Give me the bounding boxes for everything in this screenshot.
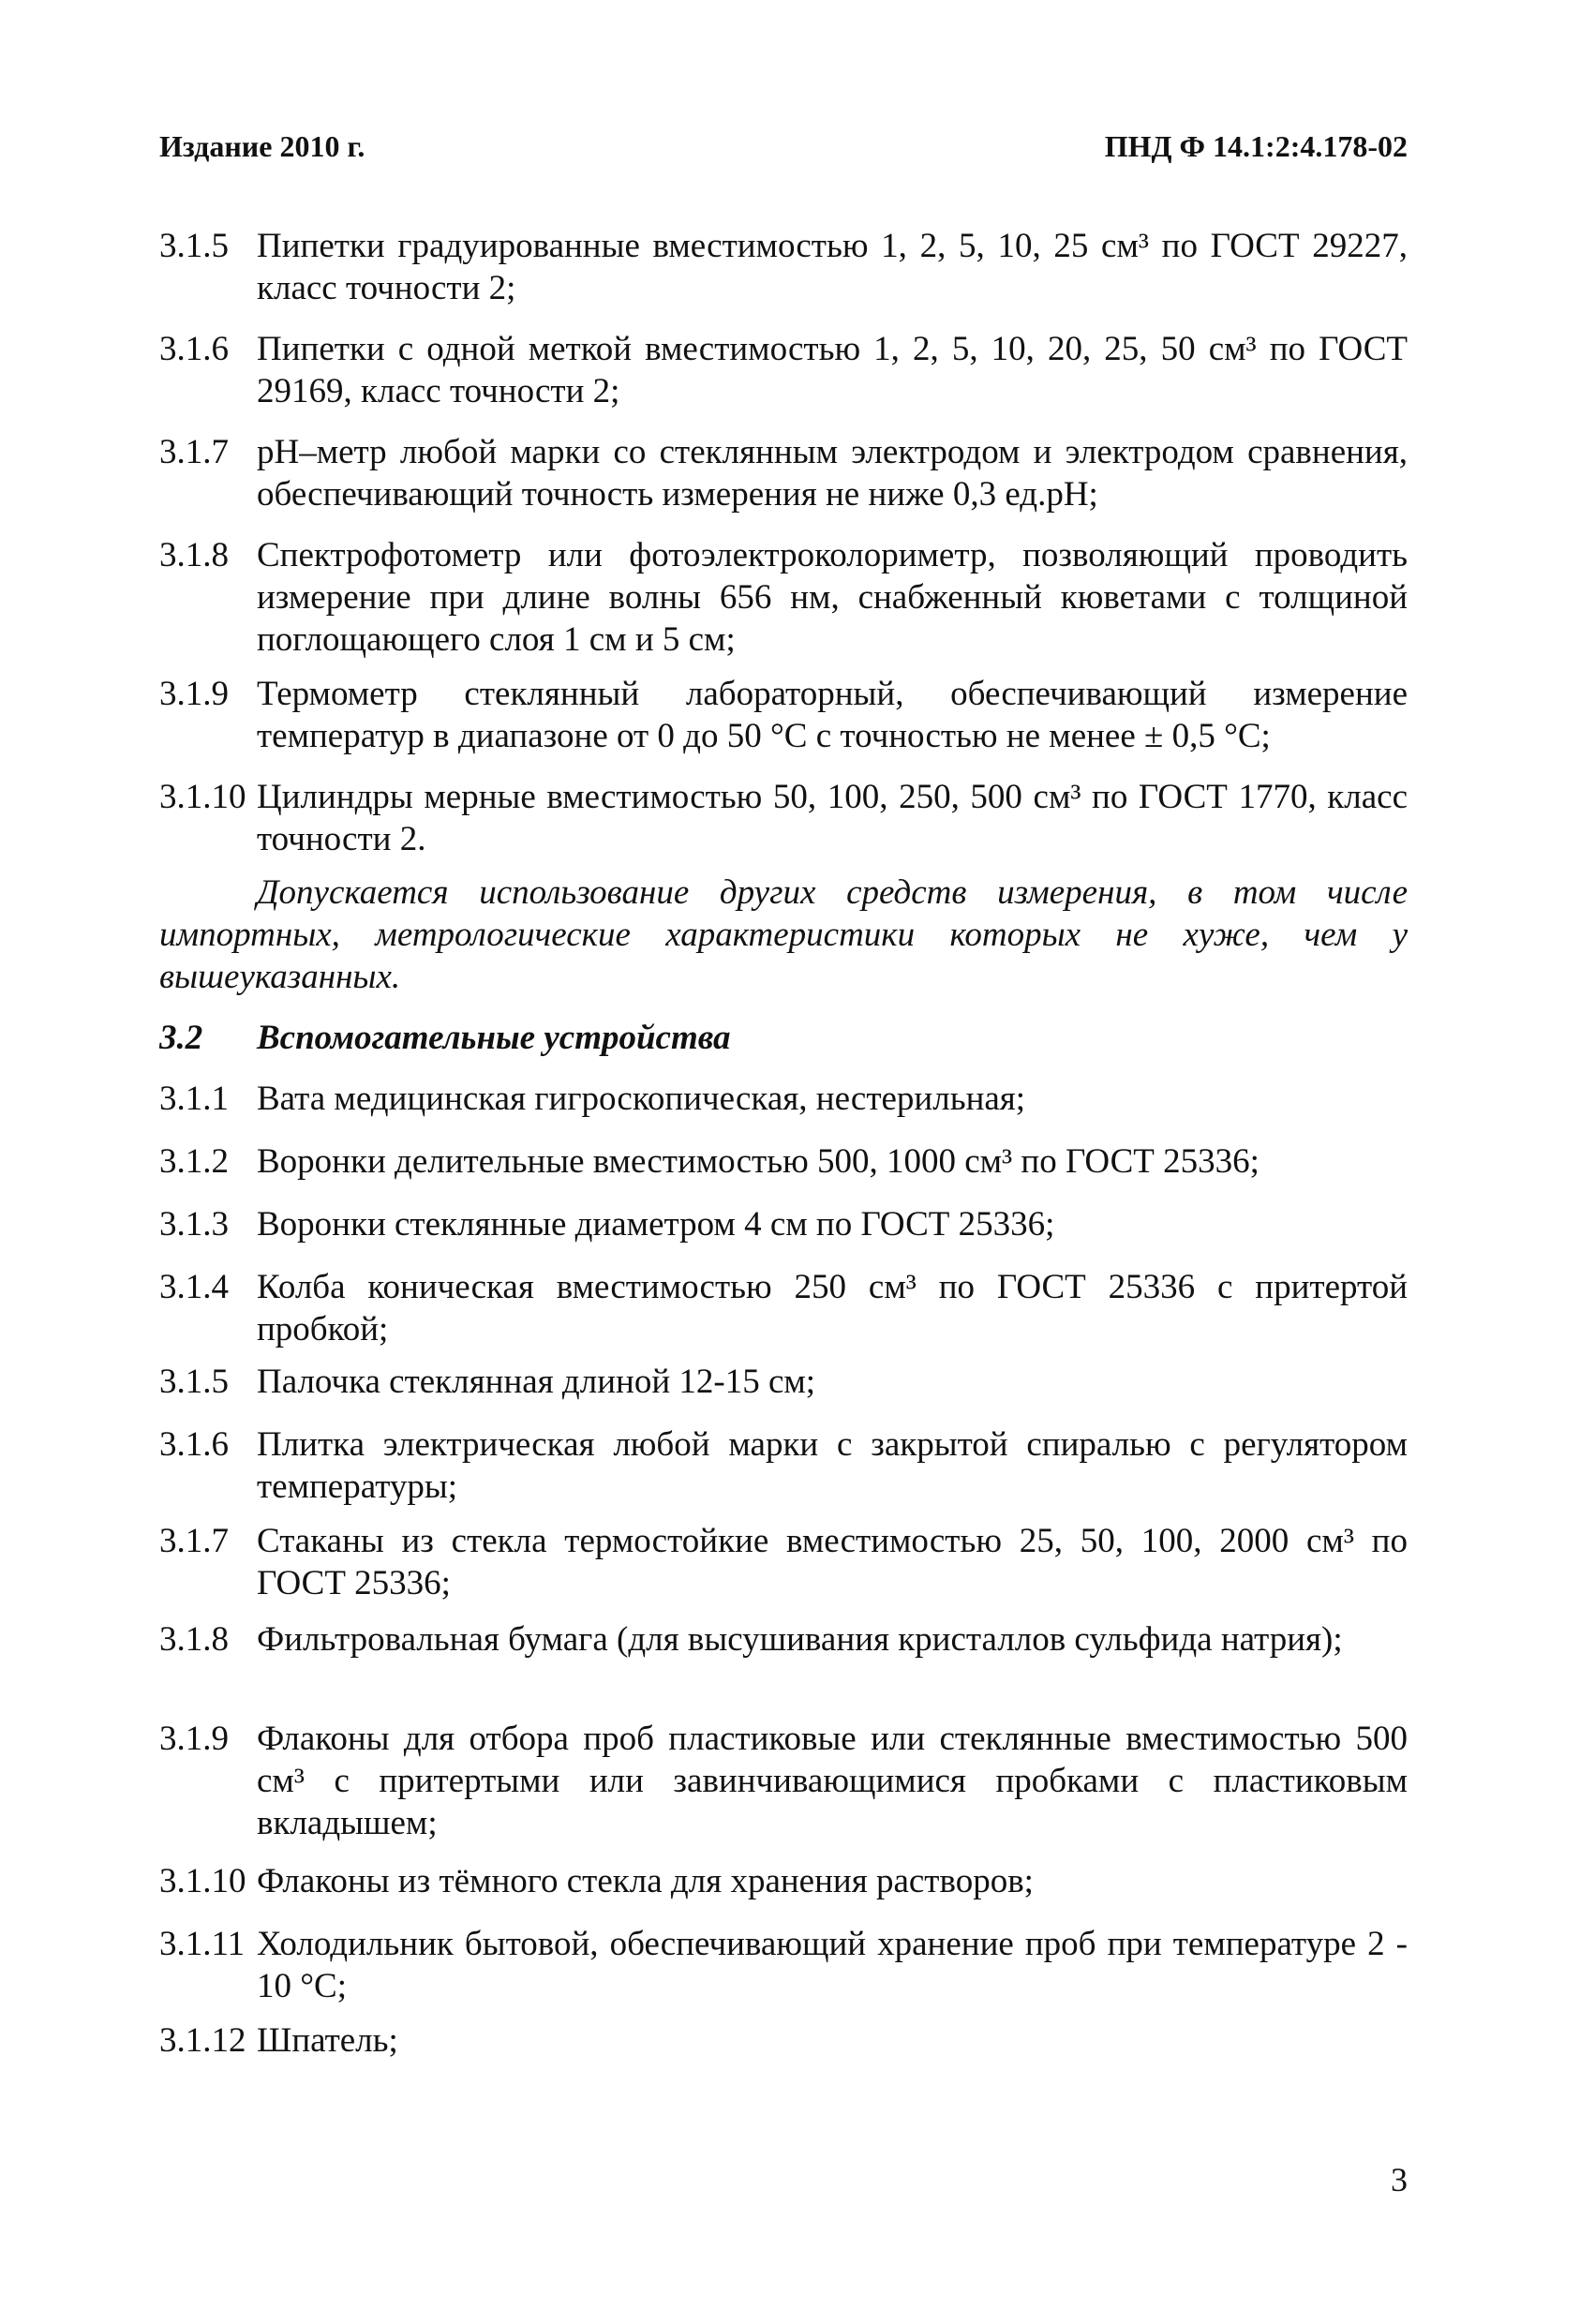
list-item	[159, 776, 1408, 860]
item-number: 3.1.9	[159, 675, 229, 713]
list-item	[159, 1140, 1408, 1183]
item-number: 3.1.8	[159, 536, 229, 574]
item-text: Флаконы из тёмного стекла для хранения растворов;	[257, 1862, 1034, 1900]
item-text: pH–метр любой марки со стеклянным электродом и электродом сравнения, обеспечивающий точность измерения не ниже 0,3 ед.pH;	[257, 433, 1408, 514]
item-text: Воронки стеклянные диаметром 4 см по ГОСТ 25336;	[257, 1205, 1055, 1244]
item-number: 3.1.3	[159, 1205, 229, 1244]
section-heading	[159, 1017, 1408, 1059]
item-text: Пипетки с одной меткой вместимостью 1, 2, 5, 10, 20, 25, 50 см³ по ГОСТ 29169, класс точности 2;	[257, 330, 1408, 410]
item-text: Цилиндры мерные вместимостью 50, 100, 250, 500 см³ по ГОСТ 1770, класс точности 2.	[257, 778, 1408, 858]
item-number: 3.1.9	[159, 1720, 229, 1758]
item-text: Стаканы из стекла термостойкие вместимостью 25, 50, 100, 2000 см³ по ГОСТ 25336;	[257, 1522, 1408, 1602]
document-code: ПНД Ф 14.1:2:4.178-02	[1104, 129, 1408, 163]
list-item	[159, 1078, 1408, 1120]
item-number: 3.1.6	[159, 1425, 229, 1464]
list-item	[159, 1203, 1408, 1245]
note-paragraph: Допускается использование других средств измерения, в том числе импортных, метрологические характеристики которых не хуже, чем у вышеуказанных.	[159, 873, 1408, 996]
item-number: 3.1.4	[159, 1268, 229, 1306]
item-number: 3.1.7	[159, 1522, 229, 1560]
item-number: 3.1.5	[159, 1363, 229, 1401]
item-text: Пипетки градуированные вместимостью 1, 2, 5, 10, 25 см³ по ГОСТ 29227, класс точности 2;	[257, 227, 1408, 307]
list-item	[159, 1423, 1408, 1508]
list-item	[159, 2019, 1408, 2062]
item-number: 3.1.8	[159, 1620, 229, 1659]
item-text: Термометр стеклянный лабораторный, обеспечивающий измерение температур в диапазоне от 0 до 50 °С с точностью не менее ± 0,5 °С;	[257, 675, 1408, 755]
item-text: Вата медицинская гигроскопическая, нестерильная;	[257, 1080, 1026, 1118]
item-number: 3.1.10	[159, 1862, 246, 1900]
page-number: 3	[1391, 2161, 1408, 2198]
item-text: Воронки делительные вместимостью 500, 1000 см³ по ГОСТ 25336;	[257, 1142, 1260, 1181]
page-header	[159, 129, 1408, 176]
list-item	[159, 225, 1408, 309]
section-number: 3.2	[159, 1019, 203, 1057]
item-number: 3.1.10	[159, 778, 246, 816]
item-text: Спектрофотометр или фотоэлектроколориметр, позволяющий проводить измерение при длине волны 656 нм, снабженный кюветами с толщиной поглощающего слоя 1 см и 5 см;	[257, 536, 1408, 659]
item-number: 3.1.5	[159, 227, 229, 265]
list-item	[159, 1718, 1408, 1844]
item-text: Палочка стеклянная длиной 12-15 см;	[257, 1363, 816, 1401]
edition-label: Издание 2010 г.	[159, 129, 365, 163]
list-item	[159, 328, 1408, 412]
list-item	[159, 1860, 1408, 1902]
item-text: Шпатель;	[257, 2021, 398, 2060]
list-item	[159, 1923, 1408, 2007]
list-item	[159, 1266, 1408, 1350]
list-item	[159, 431, 1408, 515]
item-number: 3.1.6	[159, 330, 229, 368]
item-text: Плитка электрическая любой марки с закрытой спиралью с регулятором температуры;	[257, 1425, 1408, 1506]
list-item	[159, 534, 1408, 661]
item-text: Фильтровальная бумага (для высушивания кристаллов сульфида натрия);	[257, 1620, 1343, 1659]
item-number: 3.1.12	[159, 2021, 246, 2060]
list-item	[159, 1618, 1408, 1661]
item-text: Холодильник бытовой, обеспечивающий хранение проб при температуре 2 - 10 °С;	[257, 1925, 1408, 2005]
list-item	[159, 1361, 1408, 1403]
section-title: Вспомогательные устройства	[257, 1019, 731, 1057]
item-number: 3.1.1	[159, 1080, 229, 1118]
item-number: 3.1.7	[159, 433, 229, 471]
list-item	[159, 673, 1408, 757]
item-text: Колба коническая вместимостью 250 см³ по ГОСТ 25336 с притертой пробкой;	[257, 1268, 1408, 1348]
item-number: 3.1.11	[159, 1925, 246, 1963]
item-text: Флаконы для отбора проб пластиковые или стеклянные вместимостью 500 см³ с притертыми или завинчивающимися пробками с пластиковым вкладышем;	[257, 1720, 1408, 1842]
list-item	[159, 1520, 1408, 1604]
item-number: 3.1.2	[159, 1142, 229, 1181]
